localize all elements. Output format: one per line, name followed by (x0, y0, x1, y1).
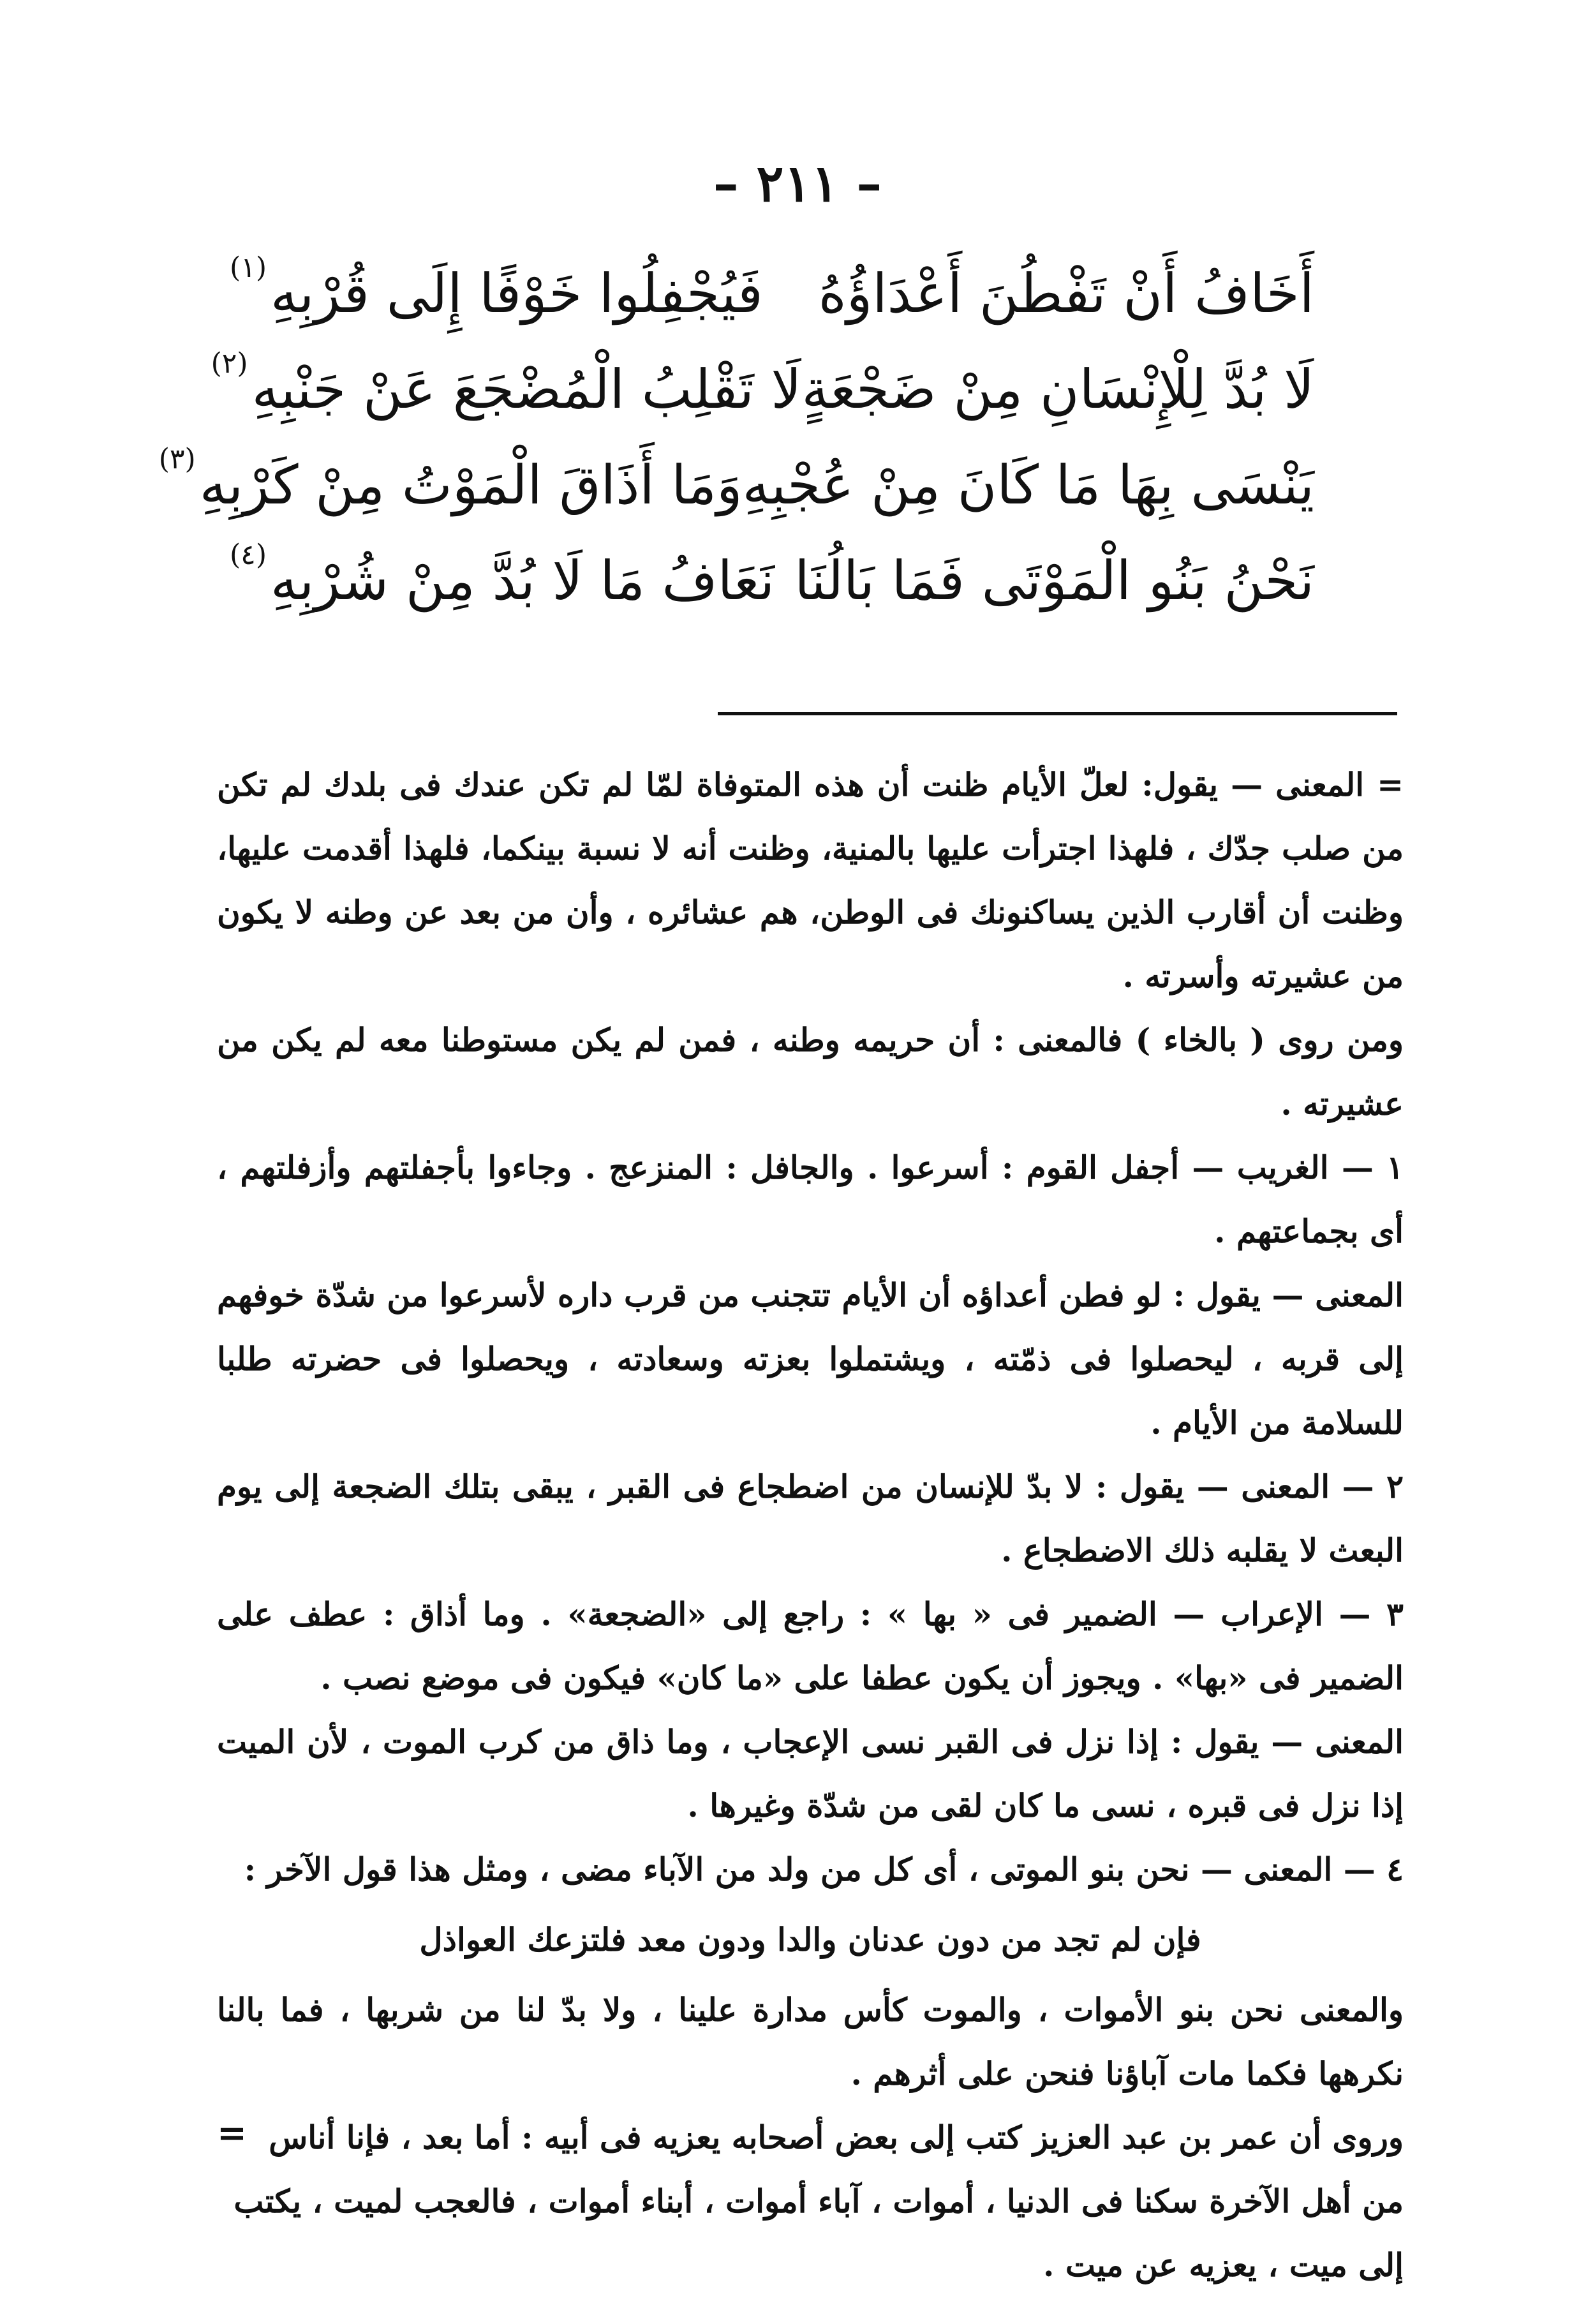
footnote-ref: (٣) (158, 443, 196, 475)
footnote-divider (718, 712, 1397, 715)
commentary-paragraph: المعنى — يقول : لو فطن أعداؤه أن الأيام تتجنب من قرب داره لأسرعوا من شدّة خوفهم إلى قربه ، ليحصلوا فى ذمّته ، ويشتملوا بعزته وسعادته ، ويحصلوا فى حضرته طلبا للسلامة من الأيام . (217, 1276, 1404, 1441)
commentary-paragraph: وروى أن عمر بن عبد العزيز كتب إلى بعض أصحابه يعزيه فى أبيه : أما بعد ، فإنا أناس من أهل الآخرة سكنا فى الدنيا ، أموات ، آباء أموات ، أبناء أموات ، فالعجب لميت ، يكتب إلى ميت ، يعزيه عن ميت . (234, 2119, 1404, 2284)
verse (158, 437, 1314, 533)
footnote-2: ٢ — المعنى — يقول : لا بدّ للإنسان من اضطجاع فى القبر ، يبقى بتلك الضجعة إلى يوم البعث لا يقلبه ذلك الاضطجاع . (217, 1468, 1404, 1569)
verse (230, 246, 1314, 341)
hemistich-text: نَعَافُ مَا لَا بُدَّ مِنْ شُرْبِهِ (270, 549, 775, 612)
footnote-ref: (٢) (211, 347, 248, 380)
footnote-ref: (٤) (230, 539, 267, 571)
commentary-paragraph: والمعنى نحن بنو الأموات ، والموت كأس مدارة علينا ، ولا بدّ لنا من شربها ، فما بالنا نكرهها فكما مات آباؤنا فنحن على أثرهم . (217, 1991, 1404, 2092)
hemistich-first: أَخَافُ أَنْ تَفْطُنَ أَعْدَاؤُهُ (818, 262, 1314, 325)
quoted-verse: فإن لم تجد من دون عدنان والدا ودون معد فلتزعك العواذل (419, 1921, 1201, 1958)
footnote-4: ٤ — المعنى — نحن بنو الموتى ، أى كل من ولد من الآباء مضى ، ومثل هذا قول الآخر : (244, 1851, 1404, 1888)
hemistich-second (158, 443, 743, 516)
commentary (217, 753, 1404, 2297)
hemistich-text: فَيُجْفِلُوا خَوْفًا إِلَى قُرْبِهِ (270, 262, 763, 325)
verse (211, 341, 1314, 437)
poem (158, 246, 1314, 629)
commentary-paragraph: المعنى — يقول : إذا نزل فى القبر نسى الإعجاب ، وما ذاق من كرب الموت ، لأن الميت إذا نزل فى قبره ، نسى ما كان لقى من شدّة وغيرها . (217, 1723, 1404, 1824)
page-number: – ٢١١ – (713, 153, 882, 213)
footnote-1-gloss: ١ — الغريب — أجفل القوم : أسرعوا . والجافل : المنزعج . وجاءوا بأجفلتهم وأزفلتهم ، أى بجماعتهم . (217, 1149, 1404, 1250)
hemistich-text: لَا تَقْلِبُ الْمُضْجَعَ عَنْ جَنْبِهِ (251, 358, 802, 421)
hemistich-text: وَمَا أَذَاقَ الْمَوْتُ مِنْ كَرْبِهِ (199, 454, 743, 516)
footnote-ref: (١) (230, 251, 267, 284)
hemistich-first: لَا بُدَّ لِلْإِنْسَانِ مِنْ ضَجْعَةٍ (801, 358, 1314, 421)
footnote-3-grammar: ٣ — الإعراب — الضمير فى « بها » : راجع إلى «الضجعة» . وما أذاق : عطف على الضمير فى «بها» . ويجوز أن يكون عطفا على «ما كان» فيكون فى موضع نصب . (217, 1595, 1404, 1697)
hemistich-first: يَنْسَى بِهَا مَا كَانَ مِنْ عُجْبِهِ (742, 454, 1314, 516)
commentary-paragraph: = المعنى — يقول: لعلّ الأيام ظنت أن هذه المتوفاة لمّا لم تكن عندك فى بلدك لم تكن من صلب جدّك ، فلهذا اجترأت عليها بالمنية، وظنت أنه لا نسبة بينكما، فلهذا أقدمت عليها، وظنت أن أقارب الذين يساكنونك فى الوطن، هم عشائره ، وأن من بعد عن وطنه لا يكون من عشيرته وأسرته . (217, 766, 1404, 995)
hemistich-first: نَحْنُ بَنُو الْمَوْتَى فَمَا بَالُنَا (794, 549, 1314, 612)
commentary-paragraph: ومن روى ( بالخاء ) فالمعنى : أن حريمه وطنه ، فمن لم يكن مستوطنا معه لم يكن من عشيرته . (217, 1021, 1404, 1122)
hemistich-second (230, 251, 763, 325)
hemistich-second (211, 347, 802, 421)
hemistich-second (230, 539, 775, 612)
verse (230, 533, 1314, 629)
continuation-mark: = (217, 2112, 247, 2154)
